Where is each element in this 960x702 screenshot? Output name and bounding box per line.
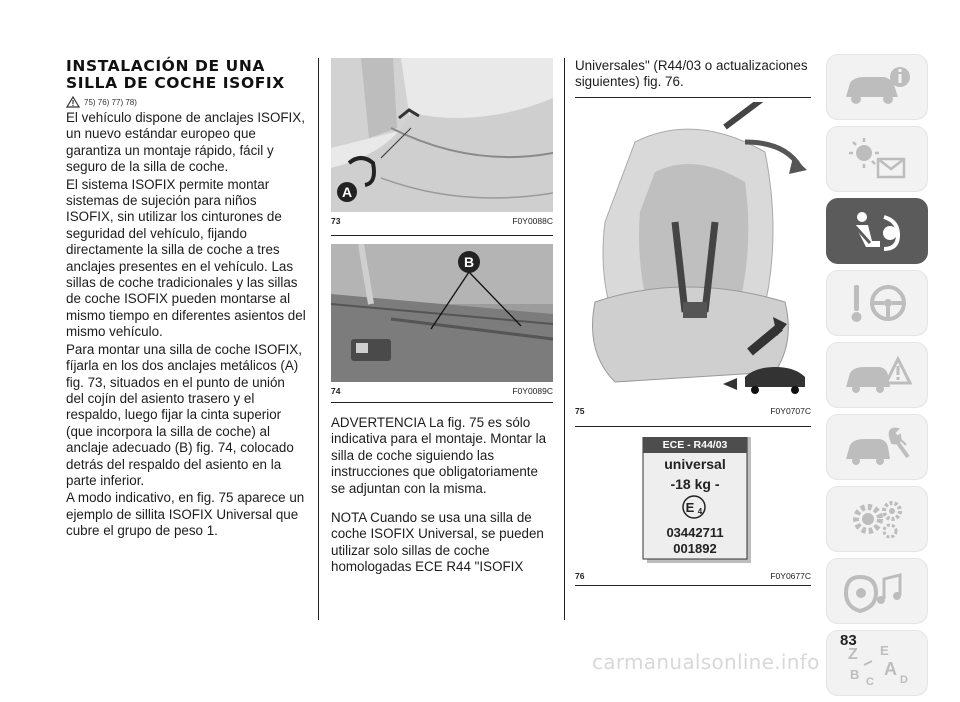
figure-divider xyxy=(575,585,811,586)
tab-emergency[interactable] xyxy=(826,342,928,408)
figure-column-2 xyxy=(331,58,553,576)
svg-text:E: E xyxy=(880,643,889,658)
child-seat-illustration xyxy=(575,102,811,402)
multimedia-icon xyxy=(840,567,914,615)
label-b: B xyxy=(463,254,475,270)
section-title xyxy=(66,58,306,92)
isofix-anchor-illustration xyxy=(331,58,553,212)
label-universal: universal xyxy=(664,455,726,472)
svg-text:D: D xyxy=(900,674,908,686)
figure-divider xyxy=(331,402,553,403)
label-code-2: 001892 xyxy=(673,540,717,556)
figure-divider xyxy=(575,97,811,98)
figure-code: F0Y0088C xyxy=(512,216,553,226)
label-a: A xyxy=(341,184,353,200)
body-paragraph: El sistema ISOFIX permite montar sistemas de sujeción para niños ISOFIX, sin utilizar los cinturones de seguridad del vehículo, fijando directamente la silla de coche a tres anclajes presentes en el vehículo. Las sillas de coche tradicionales y las sillas de coche ISOFIX pueden montarse al mismo tiempo en diferentes asientos del mismo vehículo. xyxy=(66,176,306,340)
page-number: 83 xyxy=(840,632,857,649)
label-ece: ECE - R44/03 xyxy=(662,438,728,451)
body-paragraph: Para montar una silla de coche ISOFIX, fíjarla en los dos anclajes metálicos (A) fig. 73, situados en el punto de unión del cojín del asiento trasero y el respaldo, luego fijar la cinta superior (que incorpora la silla de coche) al anclaje adecuado (B) fig. 74, colocado detrás del respaldo del asiento en la parte inferior. xyxy=(66,341,302,488)
svg-text:A: A xyxy=(884,659,897,679)
car-maintenance-icon xyxy=(840,423,914,471)
homologation-label-illustration xyxy=(575,437,811,567)
tab-safety[interactable] xyxy=(826,198,928,264)
label-e-number: 4 xyxy=(697,506,703,516)
figure-divider xyxy=(575,426,811,427)
figure-caption xyxy=(331,386,553,396)
body-paragraph: El vehículo dispone de anclajes ISOFIX, un nuevo estándar europeo que garantiza un montaje rápido, fácil y seguro de la silla de coche. xyxy=(66,110,305,175)
figure-code: F0Y0089C xyxy=(512,386,553,396)
figure-column-3 xyxy=(575,58,811,586)
car-info-icon xyxy=(840,63,914,111)
column-divider-2 xyxy=(564,58,565,620)
dashboard-lights-icon xyxy=(840,135,914,183)
figure-code: F0Y0707C xyxy=(770,405,811,416)
settings-gears-icon xyxy=(840,495,914,543)
note-paragraph: NOTA Cuando se usa una silla de coche ISOFIX Universal, se pueden utilizar solo sillas de coche homologadas ECE R44 "ISOFIX xyxy=(331,510,544,575)
label-code-1: 03442711 xyxy=(666,524,724,540)
figure-74 xyxy=(331,244,553,396)
warning-references xyxy=(66,96,306,108)
tab-multimedia[interactable] xyxy=(826,558,928,624)
figure-73 xyxy=(331,58,553,226)
figure-caption xyxy=(575,406,811,416)
top-tether-anchor-illustration xyxy=(331,244,553,382)
watermark: carmanualsonline.info xyxy=(592,650,820,674)
figure-code: F0Y0677C xyxy=(770,570,811,581)
svg-text:E: E xyxy=(685,499,695,515)
figure-76 xyxy=(575,437,811,581)
text-column-1 xyxy=(66,58,306,540)
warning-refs-text: 75) 76) 77) 78) xyxy=(84,97,137,107)
figure-75 xyxy=(575,102,811,416)
warning-triangle-icon xyxy=(66,96,80,108)
svg-text:B: B xyxy=(850,667,860,682)
figure-number: 75 xyxy=(575,405,585,416)
title-line-1: INSTALACIÓN DE UNA xyxy=(66,57,266,75)
body-paragraph: Universales" (R44/03 o actualizaciones siguientes) fig. 76. xyxy=(575,58,808,90)
body-paragraph: A modo indicativo, en fig. 75 aparece un ejemplo de sillita ISOFIX Universal que cubre el grupo de peso 1. xyxy=(66,490,305,539)
chapter-tabs xyxy=(826,54,930,702)
figure-caption xyxy=(331,216,553,226)
tab-car-info[interactable] xyxy=(826,54,928,120)
tab-technical-data[interactable] xyxy=(826,486,928,552)
warning-paragraph: ADVERTENCIA La fig. 75 es sólo indicativa para el montaje. Montar la silla de coche siguiendo las instrucciones que obligatoriamente se adjuntan con la misma. xyxy=(331,415,547,496)
figure-number: 73 xyxy=(331,216,341,226)
column-divider-1 xyxy=(318,58,319,620)
tab-dashboard-lights[interactable] xyxy=(826,126,928,192)
car-warning-icon xyxy=(840,351,914,399)
tab-starting-driving[interactable] xyxy=(826,270,928,336)
figure-divider xyxy=(331,235,553,236)
figure-number: 76 xyxy=(575,570,585,581)
svg-text:Z: Z xyxy=(848,646,858,663)
steering-key-icon xyxy=(840,279,914,327)
figure-caption xyxy=(575,571,811,581)
svg-text:C: C xyxy=(866,676,874,687)
airbag-seat-icon xyxy=(840,207,914,255)
figure-number: 74 xyxy=(331,386,341,396)
label-weight: -18 kg - xyxy=(670,475,720,492)
tab-maintenance[interactable] xyxy=(826,414,928,480)
title-line-2: SILLA DE COCHE ISOFIX xyxy=(66,74,285,92)
